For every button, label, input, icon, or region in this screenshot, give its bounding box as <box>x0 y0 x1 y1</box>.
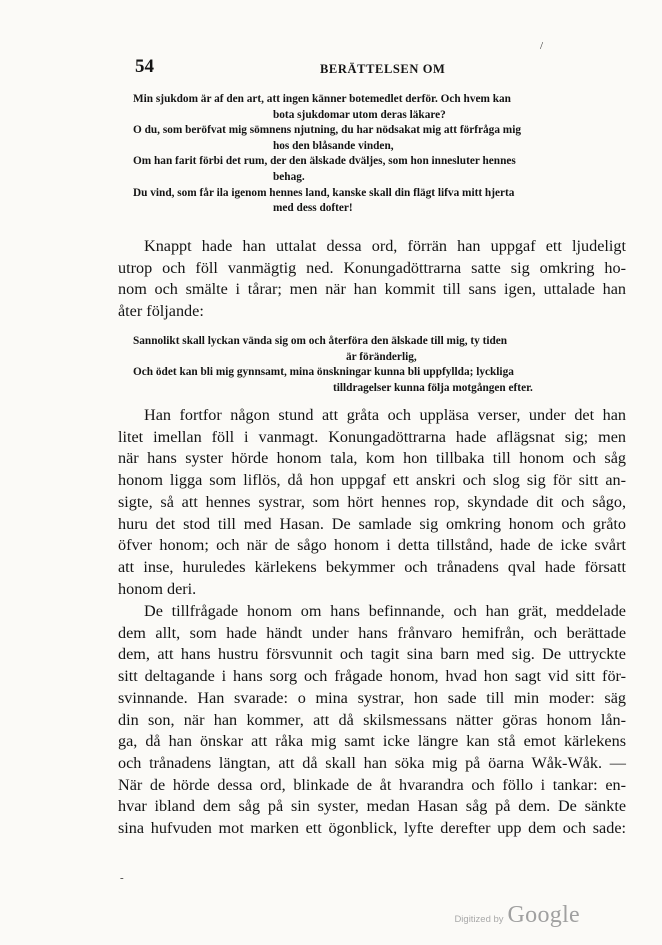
verse-stanza <box>133 186 628 217</box>
text-line: hvar ibland dem såg på sin syster, medan Hasan såg på dem. De sänkte <box>118 797 626 816</box>
text-line: och trånadens längtan, att då skall han söka mig på öarna Wåk-Wåk. — <box>118 753 626 772</box>
paragraph <box>118 405 626 600</box>
text-line: dem allt, som hade händt under hans frånvaro hemifrån, och berättade <box>118 623 626 642</box>
text-line: honom ligga som liflös, då hon uppgaf ett anskri och slog sig för sitt an- <box>118 471 626 490</box>
verse-stanza <box>133 365 628 396</box>
verse-line: Min sjukdom är af den art, att ingen känner botemedlet derför. Och hvem kan <box>133 93 511 105</box>
text-line: åter följande: <box>118 302 204 321</box>
text-line: honom deri. <box>118 579 197 598</box>
margin-mark: - <box>120 872 124 884</box>
paragraph-2 <box>118 405 626 600</box>
digitized-by-label: Digitized by <box>454 914 504 925</box>
page-number: 54 <box>135 56 154 77</box>
text-line: nom och smälte i tårar; men när han kommit till sans igen, uttalade han <box>118 280 626 299</box>
text-line: När de hörde dessa ord, blinkade de åt hvarandra och föllo i tankar: en- <box>118 775 626 794</box>
verse-line-continuation: bota sjukdomar utom deras läkare? <box>273 108 446 121</box>
text-line: svinnande. Han svarade: o mina systrar, hon sade till min moder: säg <box>118 688 626 707</box>
verse-line-continuation: är föränderlig, <box>346 350 417 363</box>
text-line: utrop och föll vanmägtig ned. Konungadöttrarna satte sig omkring ho- <box>118 258 626 277</box>
text-line: när hans syster hörde honom tala, kom hon tillbaka till honom och såg <box>118 449 626 468</box>
text-line: Knappt hade han uttalat dessa ord, förrän han uppgaf ett ljudeligt <box>144 237 626 255</box>
verse-stanza <box>133 123 628 154</box>
verse-line: Sannolikt skall lyckan vända sig om och återföra den älskade till mig, ty tiden <box>133 335 508 347</box>
verse-line-continuation: hos den blåsande vinden, <box>273 139 394 152</box>
text-line: att inse, huruledes kärlekens bekymmer och trånadens qval hade försatt <box>118 557 626 576</box>
paragraph-1 <box>118 236 626 323</box>
verse-stanza <box>133 92 628 123</box>
text-line: dem, att hans hustru försvunnit och tagit sina barn med sig. De uttryckte <box>118 645 626 664</box>
text-line: sina hufvuden mot marken ett ögonblick, lyfte derefter upp dem och sade: <box>118 819 626 838</box>
verse-stanza <box>133 334 628 365</box>
text-line: sitt deltagande i hans sorg och frågade honom, hvad hon sagt vid sitt för- <box>118 667 626 686</box>
verse-block-2 <box>133 334 628 396</box>
page-header <box>135 56 592 82</box>
verse-line: Och ödet kan bli mig gynnsamt, mina önskningar kunna bli uppfyllda; lyckliga <box>133 366 514 379</box>
verse-line: O du, som beröfvat mig sömnens njutning, du har nödsakat mig att förfråga mig <box>133 124 521 137</box>
verse-line-continuation: tilldragelser kunna följa motgången efter. <box>333 381 533 394</box>
verse-block-1 <box>133 92 628 217</box>
paragraph <box>118 601 626 840</box>
text-line: sigte, så att hennes systrar, som hört hennes rop, skyndade dit och sågo, <box>118 492 626 511</box>
digitization-watermark <box>454 902 580 929</box>
verse-line: Om han farit förbi det rum, der den älskade dväljes, som hon innesluter hennes <box>133 155 516 168</box>
text-line: litet imellan föll i vanmagt. Konungadöttrarna hade aflägsnat sig; men <box>118 427 626 446</box>
paragraph-3 <box>118 601 626 840</box>
text-line: De tillfrågade honom om hans befinnande, och han grät, meddelade <box>144 602 626 620</box>
text-line: ga, då han önskar att råka mig samt icke längre kan stå emot kärlekens <box>118 732 626 751</box>
running-head: BERÄTTELSEN OM <box>320 62 446 76</box>
text-line: öfver honom; och när de sågo honom i detta tillstånd, hade de icke svårt <box>118 536 626 555</box>
google-logo: Google <box>507 902 580 928</box>
verse-stanza <box>133 154 628 185</box>
text-line: din son, när han kommer, att då skilsmessans nätter göras honom lån- <box>118 710 626 729</box>
verse-line: Du vind, som får ila igenom hennes land, kanske skall din flägt lifva mitt hjerta <box>133 186 515 199</box>
text-line: Han fortfor någon stund att gråta och uppläsa verser, under det han <box>144 406 626 424</box>
text-line: huru det stod till med Hasan. De samlade sig omkring honom och gråto <box>118 514 626 533</box>
verse-line-continuation: behag. <box>273 170 305 183</box>
paragraph <box>118 236 626 323</box>
verse-line-continuation: med dess dofter! <box>273 202 353 215</box>
margin-mark: / <box>540 40 544 52</box>
